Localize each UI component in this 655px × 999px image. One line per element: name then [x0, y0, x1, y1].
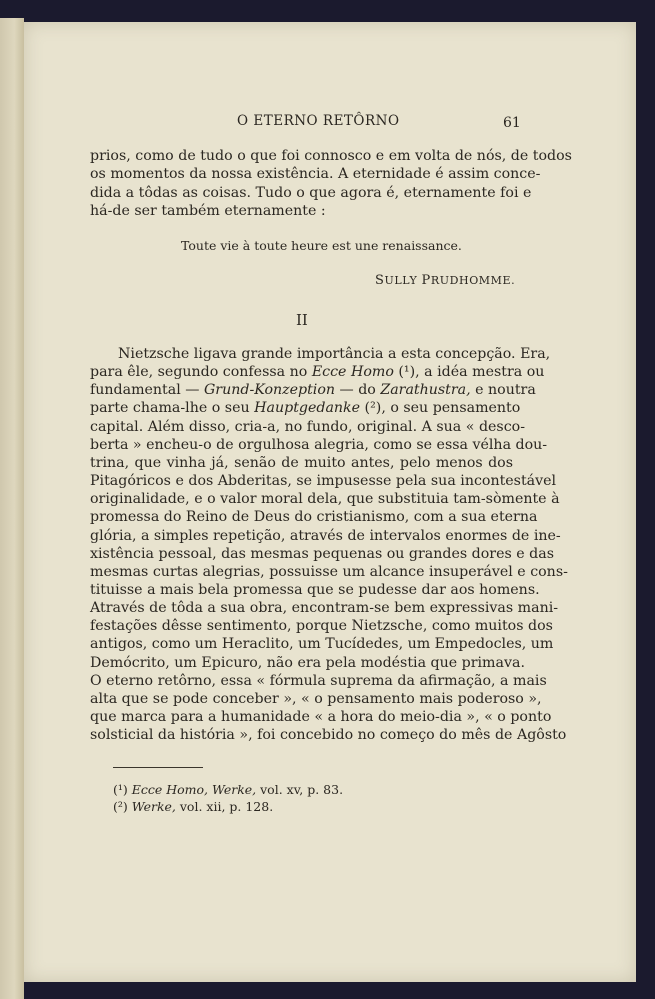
running-title: O ETERNO RETÔRNO [237, 113, 400, 129]
footnote-rule [113, 767, 203, 768]
text-line: capital. Além disso, cria-a, no fundo, original. A sua « desco- [90, 418, 525, 435]
text-line: Pitagóricos e dos Abderitas, se impusesse pela sua incontestável [90, 473, 557, 490]
footnote [113, 782, 343, 797]
text-line: alta que se pode conceber », « o pensamento mais poderoso », [90, 690, 542, 707]
text-line: mesmas curtas alegrias, possuisse um alcance insuperável e cons- [90, 563, 568, 580]
text-line: glória, a simples repetição, através de intervalos enormes de ine- [90, 527, 561, 544]
text-line: Através de tôda a sua obra, encontram-se bem expressivas mani- [90, 600, 559, 617]
footnote-title: Ecce Homo, Werke, [131, 782, 261, 797]
text-line: berta » encheu-o de orgulhosa alegria, como se essa vélha dou- [90, 436, 548, 453]
text-line: trina, que vinha já, senão de muito antes, pelo menos dos [90, 454, 513, 471]
footnote-reference: vol. xii, p. 128. [179, 799, 274, 814]
text-line: Demócrito, um Epicuro, não era pela modéstia que primava. [90, 654, 525, 671]
text-line: para êle, segundo confessa no Ecce Homo (¹), a idéa mestra ou [90, 364, 545, 381]
footnote-title: Werke, [131, 799, 180, 814]
section-number: II [296, 311, 308, 329]
footnote [113, 799, 273, 814]
text-line: festações dêsse sentimento, porque Nietzsche, como muitos dos [90, 618, 553, 635]
text-line: parte chama-lhe o seu Hauptgedanke (²), o seu pensamento [90, 400, 521, 417]
footnote-mark: (¹) [113, 782, 132, 797]
author-last-name: PRUDHOMME. [421, 273, 516, 288]
text-line: prios, como de tudo o que foi connosco e em volta de nós, de todos [90, 148, 572, 164]
epigraph-author [375, 273, 515, 288]
text-line: originalidade, e o valor moral dela, que substituia tam-sòmente à [90, 491, 560, 508]
scan-background [636, 40, 655, 999]
footnote-mark: (²) [113, 799, 132, 814]
book-spine [0, 18, 24, 999]
epigraph-quote: Toute vie à toute heure est une renaissance. [181, 238, 462, 253]
text-line: há-de ser também eternamente : [90, 202, 326, 219]
text-line: dida a tôdas as coisas. Tudo o que agora é, eternamente foi e [90, 184, 532, 201]
text-line: Nietzsche ligava grande importância a esta concepção. Era, [118, 346, 551, 362]
text-line: que marca para a humanidade « a hora do meio-dia », « o ponto [90, 709, 552, 725]
text-line: xistência pessoal, das mesmas pequenas ou grandes dores e das [90, 545, 554, 562]
text-line: promessa do Reino de Deus do cristianismo, com a sua eterna [90, 509, 538, 526]
text-line: tituisse a mais bela promessa que se pudesse dar aos homens. [90, 581, 540, 598]
page-number: 61 [503, 115, 521, 131]
text-line: os momentos da nossa existência. A eternidade é assim conce- [90, 166, 541, 183]
footnote-reference: vol. xv, p. 83. [260, 782, 344, 797]
text-line: O eterno retôrno, essa « fórmula suprema da afirmação, a mais [90, 672, 547, 689]
text-line: antigos, como um Heraclito, um Tucídedes, um Empedocles, um [90, 636, 554, 653]
text-line: fundamental — Grund-Konzeption — do Zarathustra, e noutra [90, 382, 536, 399]
text-line: solsticial da história », foi concebido no começo do mês de Agôsto [90, 727, 567, 744]
author-first-name: SULLY [375, 273, 418, 288]
